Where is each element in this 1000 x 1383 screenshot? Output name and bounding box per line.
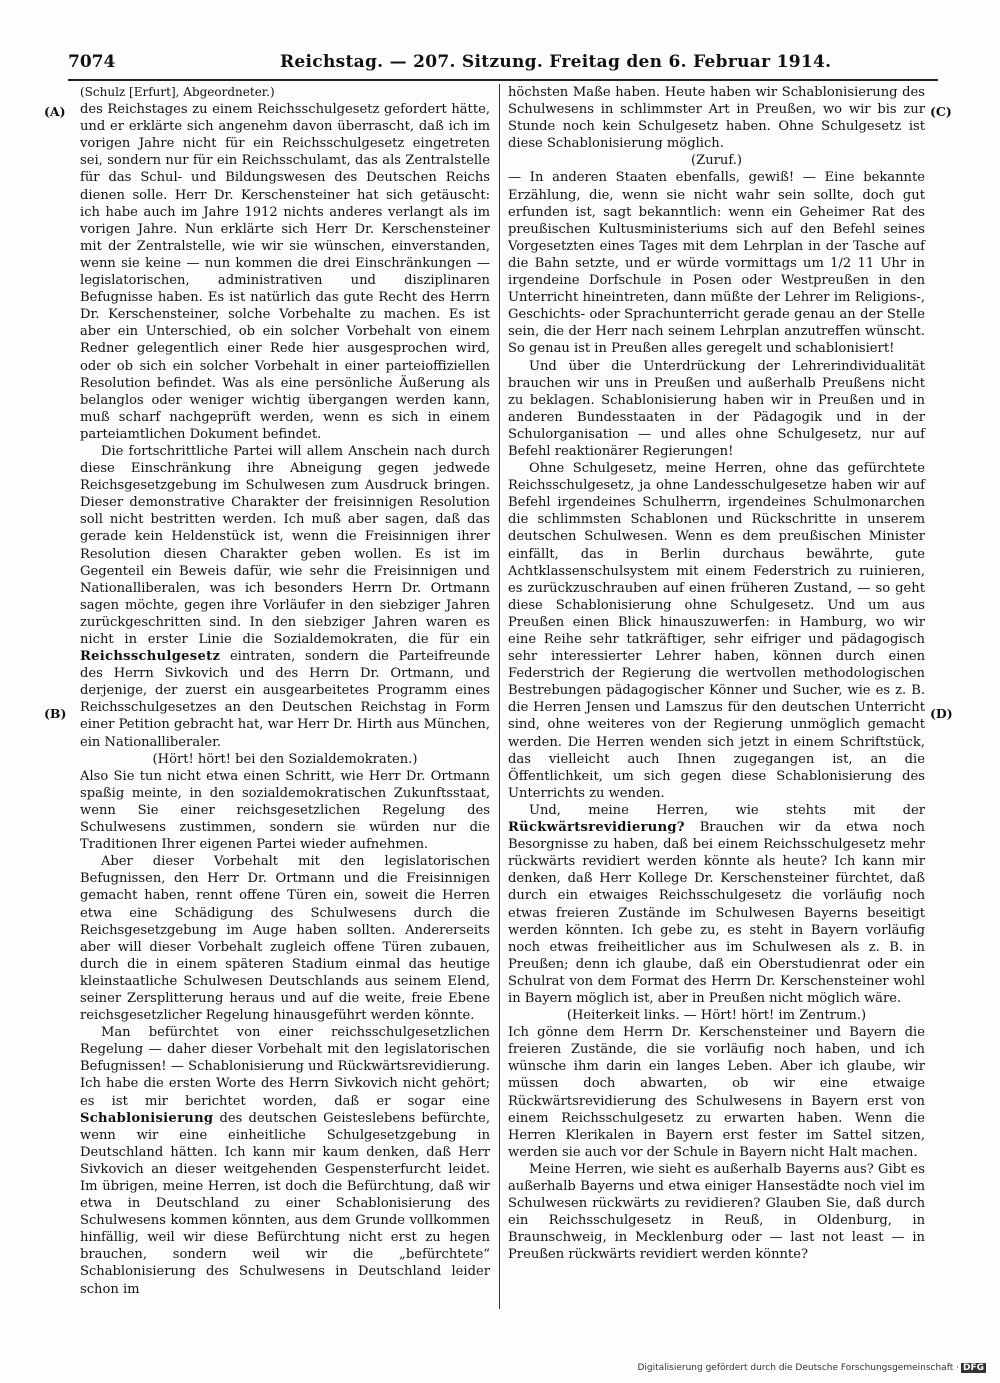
page-number: 7074 bbox=[68, 52, 116, 72]
left-column bbox=[80, 84, 490, 1298]
paragraph: Ohne Schulgesetz, meine Herren, ohne das gefürchtete Reichsschulgesetz, ja ohne Landesschulgesetze haben wir auf Befehl irgendeines Schulherrn, irgendeines Schulmonarchen die schlimmsten Schablonen und Rückschritte in unserem deutschen Schulwesen. Wenn es dem preußischen Minister einfällt, das in Berlin durchaus bewährte, gute Achtklassenschulsystem mit einem Federstrich zu ruinieren, es zurückzuschrauben auf einen früheren Zustand, — so geht diese Schablonisierung ohne Schulgesetz. Und um aus Preußen einen Blick hinauszuwerfen: in Hamburg, wo wir eine Reihe sehr tatkräftiger, sehr eifriger und pädagogisch sehr interessierter Lehrer haben, können durch einen Federstrich der Regierung die wertvollen methodologischen Bestrebungen pädagogischer Könner und Sucher, wie es z. B. die Herren Jensen und Lamszus für den deutschen Unterricht sind, ohne weiteres von der Regierung unmöglich gemacht werden. Die Herren wenden sich jetzt in einem Schriftstück, das vielleicht auch Ihnen zugegangen ist, an die Öffentlichkeit, um sich gegen diese Schablonisierung des Unterrichts zu wenden. bbox=[508, 461, 925, 801]
margin-mark-c: (C) bbox=[930, 104, 952, 119]
header-rule bbox=[68, 79, 938, 81]
paragraph: Meine Herren, wie sieht es außerhalb Bayerns aus? Gibt es außerhalb Bayerns und etwa einiger Hansestädte noch viel im Schulwesen rückwärts zu revidieren? Glauben Sie, daß durch ein Reichsschulgesetz in Reuß, in Oldenburg, in Braunschweig, in Mecklenburg oder — last not least — in Preußen rückwärts revidiert werden könnte? bbox=[508, 1161, 925, 1263]
running-header bbox=[68, 50, 1000, 74]
paragraph: des Reichstages zu einem Reichsschulgesetz gefordert hätte, und er erklärte sich angenehm davon überrascht, daß ich im vorigen Jahre nicht für ein Reichsschulgesetz eingetreten sei, sondern nur für ein Reichsschulamt, das als Zentralstelle für das Schul- und Bildungswesen des Deutschen Reichs dienen solle. Herr Dr. Kerschensteiner hat sich getäuscht: ich habe auch im Jahre 1912 nichts anderes verlangt als im vorigen Jahre. Nun erklärte sich Herr Dr. Kerschensteiner mit der Zentralstelle, wie wir sie wünschen, einverstanden, wenn sie keine — nun kommen die drei Einschränkungen — legislatorischen, administrativen und disziplinaren Befugnisse haben. Es ist natürlich das gute Recht des Herrn Dr. Kerschensteiner, solche Vorbehalte zu machen. Es ist aber ein Unterschied, ob ein solcher Vorbehalt von einem Redner gelegentlich einer Rede hier ausgesprochen wird, oder ob sich ein solcher Vorbehalt in einer parteioffiziellen Resolution befindet. Was als eine persönliche Äußerung als belanglos oder weniger wichtig übergangen werden kann, muß scharf nachgeprüft werden, wenn es sich in einem parteiamtlichen Dokument befindet. bbox=[80, 102, 490, 442]
paragraph: Und über die Unterdrückung der Lehrerindividualität brauchen wir uns in Preußen und außerhalb Preußens nicht zu beklagen. Schablonisierung haben wir in Preußen und in anderen Bundesstaaten in der Pädagogik und in der Schulorganisation — und alles ohne Schulgesetz, nur auf Befehl reaktionärer Regierungen! bbox=[508, 358, 925, 459]
margin-mark-a: (A) bbox=[44, 104, 66, 119]
right-column bbox=[508, 84, 925, 1263]
paragraph: Ich gönne dem Herrn Dr. Kerschensteiner und Bayern die freieren Zustände, die sie vorläufig noch haben, und ich wünsche ihm darin ein langes Leben. Aber ich glaube, wir müssen doch abwarten, ob wir eine etwaige Rückwärtsrevidierung des Schulwesens in Bayern erst von einem Reichsschulgesetz zu erwarten haben. Wenn die Herren Klerikalen in Bayern erst fester im Sattel sitzen, werden sie auch vor der Schule in Bayern nicht Halt machen. bbox=[508, 1025, 925, 1160]
column-separator bbox=[499, 84, 500, 1309]
emphasis: Reichsschulgesetz bbox=[80, 649, 221, 665]
paragraph: Aber dieser Vorbehalt mit den legislatorischen Befugnissen, den Herr Dr. Ortmann und die Freisinnigen gemacht haben, rennt offene Türen ein, soweit die Herren etwa eine Schädigung des Schulwesens durch die Reichsgesetzgebung im Auge haben sollten. Andererseits aber will dieser Vorbehalt zugleich offene Türen zubauen, durch die in einem späteren Stadium einmal das heutige kleinstaatliche Schulwesen Deutschlands aus seinem Elend, seiner Zersplitterung heraus und auf die weite, freie Ebene reichsgesetzlicher Regelung hinausgeführt werden könnte. bbox=[80, 854, 490, 1024]
interjection: (Hört! hört! bei den Sozialdemokraten.) bbox=[152, 751, 418, 767]
margin-mark-d: (D) bbox=[930, 706, 953, 721]
paragraph: Man befürchtet von einer reichsschulgesetzlichen Regelung — daher dieser Vorbehalt mit den legislatorischen Befugnissen! — Schablonisierung und Rückwärtsrevidierung. Ich habe die ersten Worte des Herrn Sivkovich nicht gehört; es ist mir berichtet worden, daß er sogar eine Schablonisierung des deutschen Geisteslebens befürchte, wenn wir eine einheitliche Schulgesetzgebung in Deutschland hätten. Ich kann mir kaum denken, daß Herr Sivkovich an dieser weitgehenden Gespensterfurcht leidet. Im übrigen, meine Herren, ist doch die Befürchtung, daß wir etwa in Deutschland zu einer Schablonisierung des Schulwesens kommen könnten, aus dem Grunde vollkommen hinfällig, weil wir diese Befürchtung nicht erst zu hegen brauchen, sondern weil wir die „befürchtete“ Schablonisierung des Schulwesens in Deutschland leider schon im bbox=[80, 1025, 490, 1297]
paragraph: Die fortschrittliche Partei will allem Anschein nach durch diese Einschränkung ihre Abneigung gegen jedwede Reichsgesetzgebung im Schulwesen zum Ausdruck bringen. Dieser demonstrative Charakter der freisinnigen Resolution soll nicht bestritten werden. Ich muß aber sagen, daß das gerade kein Heldenstück ist, wenn die Freisinnigen ihrer Resolution diesen Charakter geben wollen. Es ist im Gegenteil ein Beweis dafür, wie sehr die Freisinnigen und Nationalliberalen, was ich besonders Herrn Dr. Ortmann sagen möchte, gegen ihre Vorläufer in den siebziger Jahren zurückgeschritten sind. In den siebziger Jahren waren es nicht in erster Linie die Sozialdemokraten, die für ein Reichsschulgesetz eintraten, sondern die Parteifreunde des Herrn Sivkovich und des Herrn Dr. Ortmann, und derjenige, der zuerst ein ausgearbeitetes Programm eines Reichsschulgesetzes an den Deutschen Reichstag in Form einer Petition gebracht hat, war Herr Dr. Hirth aus München, ein Nationalliberaler. bbox=[80, 443, 490, 750]
paragraph: Und, meine Herren, wie stehts mit der Rückwärtsrevidierung? Brauchen wir da etwa noch Besorgnisse zu haben, daß bei einem Reichsschulgesetz mehr rückwärts revidiert werden könnte als heute? Ich kann mir denken, daß Herr Kollege Dr. Kerschensteiner fürchtet, daß durch ein etwaiges Reichsschulgesetz die vorläufig noch etwas freieren Zustände im Schulwesen Bayerns beseitigt werden könnten. Ich gebe zu, es steht in Bayern vorläufig noch etwas freiheitlicher aus im Schulwesen als z. B. in Preußen; denn ich glaube, daß ein Oberstudienrat oder ein Schulrat von dem Format des Herrn Dr. Kerschensteiner wohl in Bayern möglich ist, aber in Preußen nicht möglich wäre. bbox=[508, 802, 925, 1006]
paragraph: — In anderen Staaten ebenfalls, gewiß! — Eine bekannte Erzählung, die, wenn sie nicht wahr sein sollte, doch gut erfunden ist, sagt bekanntlich: wenn ein Geheimer Rat des preußischen Kultusministeriums sich auf den Befehl seines Vorgesetzten eines Tages mit dem Lehrplan in der Tasche auf die Bahn setzte, und er würde vormittags um 1/2 11 Uhr in irgendeine Dorfschule in Posen oder Westpreußen in den Unterricht hineintreten, dann müßte der Lehrer im Religions-, Geschichts- oder Sprachunterricht gerade genau an der Stelle sein, die der Herr nach seinem Lehrplan anzutreffen wünscht. So genau ist in Preußen alles geregelt und schablonisiert! bbox=[508, 170, 925, 357]
paragraph: Also Sie tun nicht etwa einen Schritt, wie Herr Dr. Ortmann spaßig meinte, in den sozialdemokratischen Zukunftsstaat, wenn Sie einer reichsgesetzlichen Regelung des Schulwesens zustimmen, sondern sie würden nur die Traditionen Ihrer eigenen Partei wieder aufnehmen. bbox=[80, 768, 490, 853]
margin-mark-b: (B) bbox=[44, 706, 67, 721]
speaker-label: (Schulz [Erfurt], Abgeordneter.) bbox=[80, 85, 275, 99]
footer-credit: Digitalisierung gefördert durch die Deutsche Forschungsgemeinschaft · DFG bbox=[637, 1363, 984, 1373]
emphasis: Schablonisierung bbox=[80, 1110, 214, 1126]
emphasis: Rückwärtsrevidierung? bbox=[508, 820, 685, 836]
dfg-logo-icon: DFG bbox=[962, 1363, 984, 1373]
footer-text: Digitalisierung gefördert durch die Deutsche Forschungsgemeinschaft bbox=[637, 1363, 954, 1373]
interjection: (Heiterkeit links. — Hört! hört! im Zentrum.) bbox=[566, 1008, 867, 1024]
running-title: Reichstag. — 207. Sitzung. Freitag den 6. Februar 1914. bbox=[280, 52, 832, 72]
interjection: (Zuruf.) bbox=[691, 153, 742, 169]
paragraph: höchsten Maße haben. Heute haben wir Schablonisierung des Schulwesens in schlimmster Art in Preußen, wo wir bis zur Stunde noch kein Schulgesetz haben. Ohne Schulgesetz ist diese Schablonisierung möglich. bbox=[508, 85, 925, 152]
